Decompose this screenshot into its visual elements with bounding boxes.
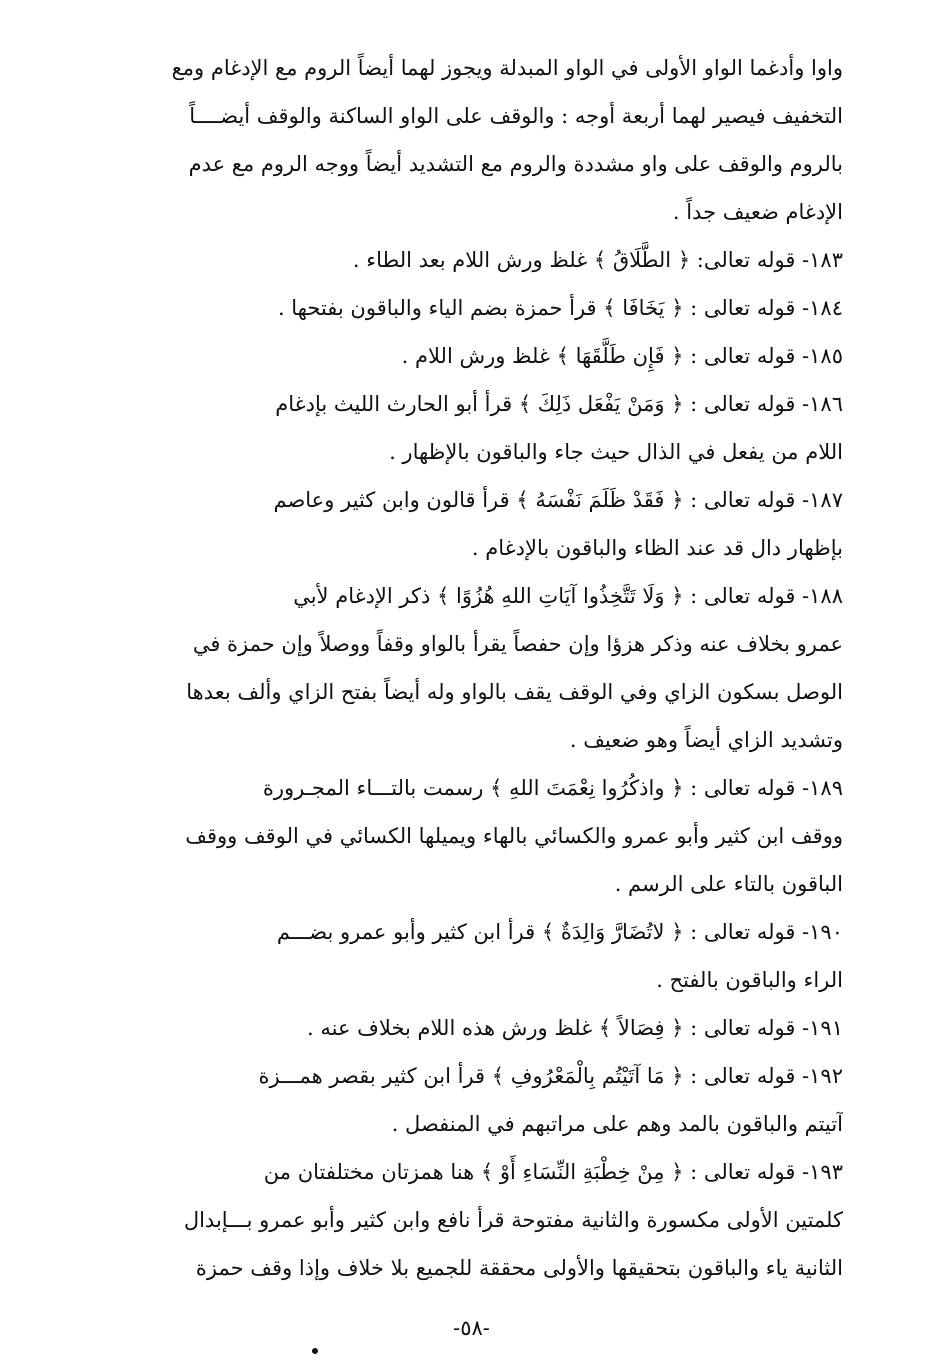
text-line: الباقون بالتاء على الرسم . [614,872,843,896]
text-line: بالروم والوقف على واو مشددة والروم مع التشديد أيضاً ووجه الروم مع عدم [188,152,843,176]
text-line: وتشديد الزاي أيضاً وهو ضعيف . [569,728,843,752]
text-line: ١٨٣- قوله تعالى: ﴿ الطَّلَاقُ ﴾ غلظ ورش اللام بعد الطاء . [352,248,843,272]
text-line: ووقف ابن كثير وأبو عمرو والكسائي بالهاء ويميلها الكسائي في الوقف ووقف [185,824,843,848]
text-line: ١٨٥- قوله تعالى : ﴿ فَإِن طَلَّقَهَا ﴾ غلظ ورش اللام . [401,344,843,368]
text-line: ١٩٠- قوله تعالى : ﴿ لاتُضَارَّ وَالِدَةٌ ﴾ قرأ ابن كثير وأبو عمرو بضـــم [276,920,843,944]
text-line: الإدغام ضعيف جداً . [672,200,843,224]
text-line: الثانية ياء والباقون بتحقيقها والأولى محققة للجميع بلا خلاف وإذا وقف حمزة [195,1256,843,1280]
text-line: ١٨٧- قوله تعالى : ﴿ فَقَدْ ظَلَمَ نَفْسَهُ ﴾ قرأ قالون وابن كثير وعاصم [273,488,843,512]
text-line: اللام من يفعل في الذال حيث جاء والباقون بالإظهار . [389,440,843,464]
text-line: التخفيف فيصير لهما أربعة أوجه : والوقف على الواو الساكنة والوقف أيضــــاً [189,104,843,128]
text-line: ١٨٩- قوله تعالى : ﴿ واذكُرُوا نِعْمَتَ اللهِ ﴾ رسمت بالتـــاء المجـرورة [262,776,843,800]
text-line: كلمتين الأولى مكسورة والثانية مفتوحة قرأ نافع وابن كثير وأبو عمرو بـــإبدال [183,1208,843,1232]
text-line: الراء والباقون بالفتح . [656,968,843,992]
text-line: عمرو بخلاف عنه وذكر هزؤا وإن حفصاً يقرأ بالواو وقفاً ووصلاً وإن حمزة في [192,632,843,656]
text-line: ١٩٢- قوله تعالى : ﴿ مَا آتَيْتُم بِالْمَعْرُوفِ ﴾ قرأ ابن كثير بقصر همـــزة [258,1064,843,1088]
text-line: بإظهار دال قد عند الظاء والباقون بالإدغام . [471,536,843,560]
ink-dot [312,1348,318,1354]
text-line: واوا وأدغما الواو الأولى في الواو المبدلة ويجوز لهما أيضاً الروم مع الإدغام ومع [171,56,843,80]
text-line: الوصل بسكون الزاي وفي الوقف يقف بالواو وله أيضاً بفتح الزاي وألف بعدها [186,680,843,704]
text-line: آتيتم والباقون بالمد وهم على مراتبهم في المنفصل . [391,1112,843,1136]
text-line: ١٩١- قوله تعالى : ﴿ فِصَالاً ﴾ غلظ ورش هذه اللام بخلاف عنه . [307,1016,843,1040]
text-line: ١٨٤- قوله تعالى : ﴿ يَخَافَا ﴾ قرأ حمزة بضم الياء والباقون بفتحها . [277,296,843,320]
text-line: ١٨٨- قوله تعالى : ﴿ وَلَا تَتَّخِذُوا آيَاتِ اللهِ هُزُوًا ﴾ ذكر الإدغام لأبي [293,584,843,608]
text-line: ١٨٦- قوله تعالى : ﴿ وَمَنْ يَفْعَل ذَلِكَ ﴾ قرأ أبو الحارث الليث بإدغام [275,392,843,416]
body-text [100,44,843,1292]
page-number: -٥٨- [453,1316,490,1340]
text-line: ١٩٣- قوله تعالى : ﴿ مِنْ خِطْبَةِ النِّسَاءِ أَوْ ﴾ هنا همزتان مختلفتان من [263,1160,843,1184]
